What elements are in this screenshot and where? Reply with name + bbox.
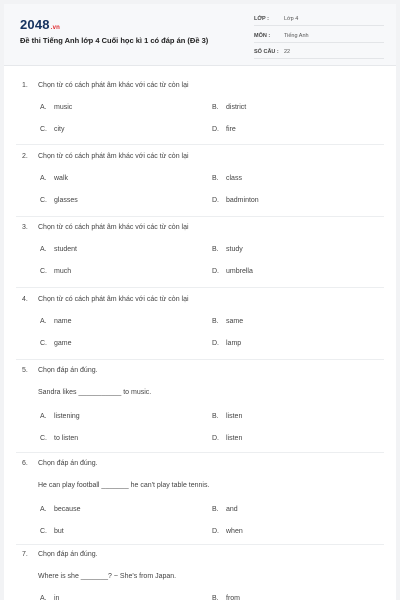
meta-class-label: LỚP : xyxy=(254,16,269,22)
option-d[interactable]: D. badminton xyxy=(212,197,259,204)
divider xyxy=(16,452,384,453)
option-d[interactable]: D. fire xyxy=(212,126,236,133)
question-prompt: Chọn đáp án đúng. xyxy=(38,367,98,374)
meta-class-value: Lớp 4 xyxy=(284,16,299,22)
exam-title: Đề thi Tiếng Anh lớp 4 Cuối học kì 1 có đáp án (Đề 3) xyxy=(20,36,209,45)
option-a[interactable]: A. name xyxy=(40,318,72,325)
option-c[interactable]: C. glasses xyxy=(40,197,78,204)
meta-question-count xyxy=(254,47,384,59)
divider xyxy=(16,287,384,288)
site-logo[interactable] xyxy=(20,17,60,32)
meta-count-label: SỐ CÂU : xyxy=(254,49,279,55)
question-number: 4. xyxy=(22,296,28,303)
option-c[interactable]: C. to listen xyxy=(40,435,79,442)
logo-text: 2048 xyxy=(20,17,50,32)
divider xyxy=(16,359,384,360)
question-prompt: Chọn từ có cách phát âm khác với các từ còn lại xyxy=(38,153,189,160)
question-sentence: He can play football _______ he can't play table tennis. xyxy=(38,482,210,489)
option-d[interactable]: D. listen xyxy=(212,435,243,442)
question-prompt: Chọn từ có cách phát âm khác với các từ còn lại xyxy=(38,224,189,231)
meta-subject xyxy=(254,31,384,43)
option-a[interactable]: A. in xyxy=(40,595,60,600)
option-b[interactable]: B. class xyxy=(212,175,242,182)
option-d[interactable]: D. umbrella xyxy=(212,268,253,275)
option-b[interactable]: B. study xyxy=(212,246,243,253)
meta-count-value: 22 xyxy=(284,49,291,55)
option-b[interactable]: B. from xyxy=(212,595,240,600)
question-number: 5. xyxy=(22,367,28,374)
option-c[interactable]: C. game xyxy=(40,340,72,347)
divider xyxy=(16,144,384,145)
question-number: 7. xyxy=(22,551,28,558)
option-b[interactable]: B. listen xyxy=(212,413,243,420)
option-d[interactable]: D. when xyxy=(212,528,243,535)
option-b[interactable]: B. district xyxy=(212,104,247,111)
divider xyxy=(16,216,384,217)
option-d[interactable]: D. lamp xyxy=(212,340,242,347)
question-prompt: Chọn đáp án đúng. xyxy=(38,460,98,467)
exam-header xyxy=(4,4,396,66)
option-b[interactable]: B. and xyxy=(212,506,238,513)
option-a[interactable]: A. because xyxy=(40,506,81,513)
meta-subject-value: Tiếng Anh xyxy=(284,33,309,39)
option-a[interactable]: A. listening xyxy=(40,413,80,420)
divider xyxy=(16,544,384,545)
option-a[interactable]: A. walk xyxy=(40,175,69,182)
question-sentence: Sandra likes ___________ to music. xyxy=(38,389,152,396)
option-a[interactable]: A. music xyxy=(40,104,73,111)
question-number: 2. xyxy=(22,153,28,160)
option-c[interactable]: C. much xyxy=(40,268,72,275)
question-number: 3. xyxy=(22,224,28,231)
meta-class xyxy=(254,14,384,26)
option-a[interactable]: A. student xyxy=(40,246,77,253)
question-number: 1. xyxy=(22,82,28,89)
option-c[interactable]: C. city xyxy=(40,126,65,133)
question-prompt: Chọn đáp án đúng. xyxy=(38,551,98,558)
option-c[interactable]: C. but xyxy=(40,528,64,535)
question-prompt: Chọn từ có cách phát âm khác với các từ còn lại xyxy=(38,296,189,303)
exam-page xyxy=(4,4,396,600)
meta-subject-label: MÔN : xyxy=(254,33,271,39)
question-number: 6. xyxy=(22,460,28,467)
question-sentence: Where is she _______? ~ She's from Japan. xyxy=(38,573,177,580)
logo-suffix: .vn xyxy=(50,25,61,31)
option-b[interactable]: B. same xyxy=(212,318,244,325)
question-prompt: Chọn từ có cách phát âm khác với các từ còn lại xyxy=(38,82,189,89)
